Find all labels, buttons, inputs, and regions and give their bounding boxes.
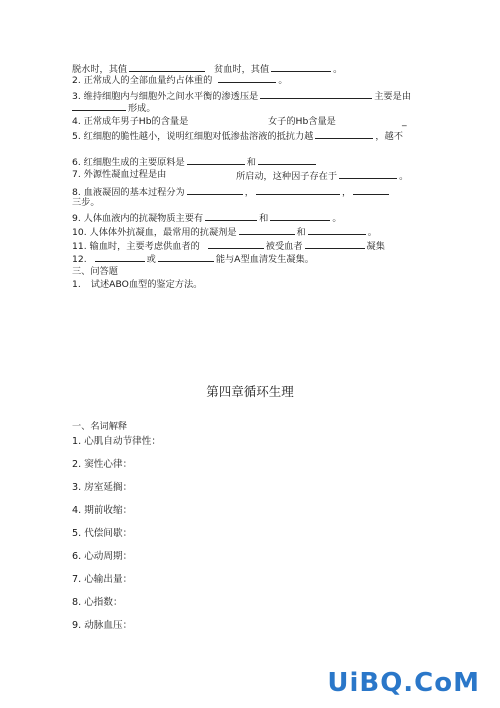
- section-heading-terms: 一、名词解释: [72, 421, 128, 432]
- blank: [95, 253, 145, 262]
- blank: [256, 186, 340, 195]
- term-item: 3. 房室延搁：: [72, 482, 133, 493]
- question-6: 6. 红细胞生成的主要原料是 和: [72, 156, 318, 167]
- blank: [72, 102, 126, 111]
- blank: [271, 63, 331, 72]
- question-3-cont: 形成。: [72, 102, 156, 113]
- question-9: 9. 人体血液内的抗凝物质主要有 和 。: [72, 213, 342, 224]
- blank: [158, 253, 214, 262]
- question-8: 8. 血液凝固的基本过程分为 ， ，: [72, 186, 391, 197]
- blank: [187, 156, 245, 165]
- blank: [270, 212, 330, 221]
- blank: [208, 240, 264, 249]
- term-item: 4. 期前收缩：: [72, 505, 133, 516]
- section-heading-qa: 三、问答题: [72, 266, 118, 277]
- question-7: 7. 外源性凝血过程是由 所启动，这种因子存在于 。: [72, 169, 409, 182]
- question-11: 11. 输血时，主要考虑供血者的 被受血者 凝集: [72, 241, 385, 252]
- qa-question-1: 1. 试述ABO血型的鉴定方法。: [72, 279, 203, 290]
- blank: [315, 130, 373, 139]
- blank: [260, 90, 372, 99]
- question-12: 12. 或 能与A型血清发生凝集。: [72, 254, 314, 265]
- blank: [339, 170, 397, 179]
- blank: [353, 186, 389, 195]
- blank: [258, 156, 316, 165]
- blank: [218, 74, 276, 83]
- term-item: 2. 窦性心律：: [72, 459, 133, 470]
- fill-line-1: 脱水时，其值 贫血时，其值 。: [72, 64, 343, 75]
- term-item: 8. 心指数：: [72, 597, 123, 608]
- blank: [129, 63, 205, 72]
- question-5: 5. 红细胞的脆性越小，说明红细胞对低渗盐溶液的抵抗力越 ，越不: [72, 131, 403, 142]
- blank: [308, 226, 366, 235]
- question-3: 3. 维持细胞内与细胞外之间水平衡的渗透压是 主要是由: [72, 91, 411, 102]
- blank: [205, 212, 257, 221]
- blank: [187, 186, 243, 195]
- question-2: 2. 正常成人的全部血量约占体重的 。: [72, 75, 288, 86]
- term-item: 5. 代偿间歇：: [72, 528, 133, 539]
- question-10: 10. 人体体外抗凝血，最常用的抗凝剂是 和 。: [72, 227, 377, 238]
- question-4: 4. 正常成年男子Hb的含量是 女子的Hb含量是 _: [72, 116, 407, 127]
- question-8-cont: 三步。: [72, 197, 100, 208]
- blank: [305, 240, 365, 249]
- term-item: 9. 动脉血压：: [72, 620, 133, 631]
- chapter-title: 第四章循环生理: [206, 384, 294, 399]
- watermark-logo: UiBQ.CoM: [327, 668, 480, 698]
- term-item: 7. 心输出量：: [72, 574, 133, 585]
- term-item: 1. 心肌自动节律性：: [72, 436, 161, 447]
- blank: [239, 226, 295, 235]
- term-item: 6. 心动周期：: [72, 551, 133, 562]
